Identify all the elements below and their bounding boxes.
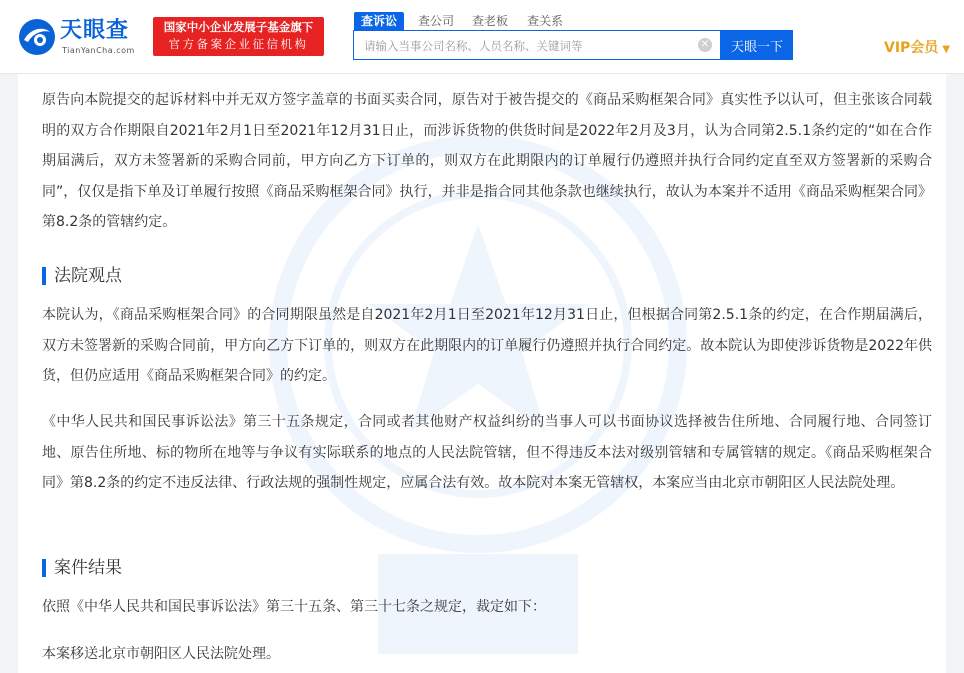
tianyancha-logo[interactable] <box>18 16 148 62</box>
top-header <box>0 0 964 74</box>
logo-text: 天眼查 <box>60 18 130 43</box>
tab-company[interactable]: 查公司 <box>418 14 455 28</box>
section-title-case-result: 案件结果 <box>42 557 122 579</box>
search-input[interactable] <box>362 35 686 57</box>
vip-label: VIP会员 <box>884 40 939 56</box>
paragraph-court-opinion-1: 本院认为，《商品采购框架合同》的合同期限虽然是自2021年2月1日至2021年12月31日止，但根据合同第2.5.1条的约定，在合作期届满后，双方未签署新的采购合同前，甲方向乙方下订单的，则双方在此期限内的订单履行仍遵照并执行合同约定。故本院认为即使涉诉货物是2022年供货，但仍应适用《商品采购框架合同》的约定。 <box>42 307 932 384</box>
paragraph-result-2: 本案移送北京市朝阳区人民法院处理。 <box>42 646 280 662</box>
paragraph-court-opinion-2: 《中华人民共和国民事诉讼法》第三十五条规定，合同或者其他财产权益纠纷的当事人可以书面协议选择被告住所地、合同履行地、合同签订地、原告住所地、标的物所在地等与争议有实际联系的地点的人民法院管辖，但不得违反本法对级别管辖和专属管辖的规定。《商品采购框架合同》第8.2条的约定不违反法律、行政法规的强制性规定，应属合法有效。故本院对本案无管辖权，本案应当由北京市朝阳区人民法院处理。 <box>42 414 932 491</box>
logo-subtext: TianYanCha.com <box>62 46 135 55</box>
search-box <box>353 30 721 60</box>
promo-line-1: 国家中小企业发展子基金旗下 <box>163 20 314 34</box>
promo-line-2: 官方备案企业征信机构 <box>168 37 309 51</box>
logo-eye-icon <box>18 18 56 56</box>
promo-badge[interactable] <box>153 17 324 56</box>
judgment-content <box>18 74 946 673</box>
tab-relation[interactable]: 查关系 <box>527 14 564 28</box>
clear-icon[interactable]: ✕ <box>698 38 712 52</box>
tab-boss[interactable]: 查老板 <box>472 14 509 28</box>
paragraph-plaintiff-claim: 原告向本院提交的起诉材料中并无双方签字盖章的书面买卖合同，原告对于被告提交的《商品采购框架合同》真实性予以认可，但主张该合同载明的双方合作期限自2021年2月1日至2021年12月31日止，而涉诉货物的供货时间是2022年2月及3月，认为合同第2.5.1条约定的“如在合作期届满后，双方未签署新的采购合同前，甲方向乙方下订单的，则双方在此期限内的订单履行仍遵照并执行合同约定直至双方签署新的采购合同”，仅仅是指下单及订单履行按照《商品采购框架合同》执行，并非是指合同其他条款也继续执行，故认为本案并不适用《商品采购框架合同》第8.2条的管辖约定。 <box>42 92 932 230</box>
paragraph-result-1: 依照《中华人民共和国民事诉讼法》第三十五条、第三十七条之规定，裁定如下： <box>42 599 546 615</box>
search-button[interactable]: 天眼一下 <box>721 30 793 60</box>
section-title-court-opinion: 法院观点 <box>42 265 122 287</box>
tab-litigation[interactable]: 查诉讼 <box>354 12 404 30</box>
caret-down-icon: ▼ <box>942 44 951 55</box>
vip-menu[interactable] <box>884 37 950 57</box>
